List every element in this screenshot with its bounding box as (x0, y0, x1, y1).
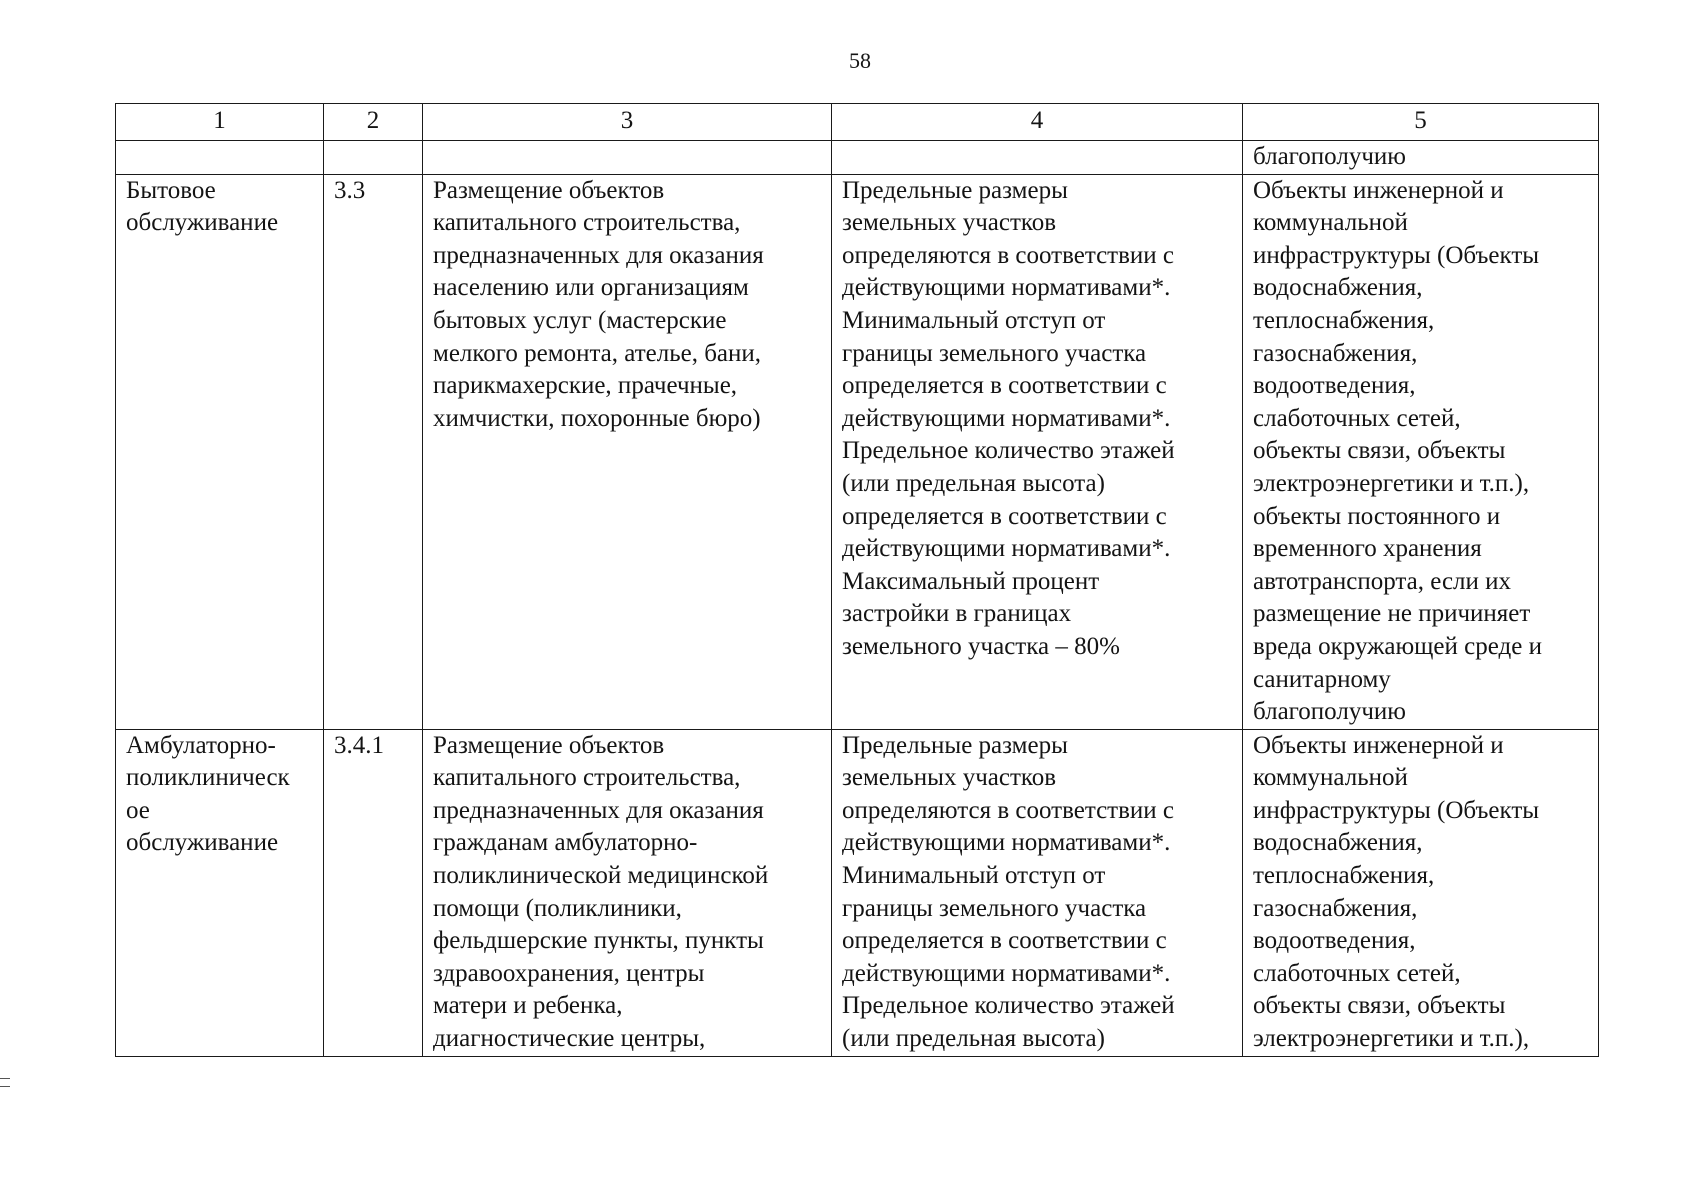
header-cell-1: 1 (116, 104, 324, 141)
cell-line: населению или организациям (433, 274, 749, 302)
cell-line: земельного участка – 80% (842, 632, 1120, 660)
cell-line: (или предельная высота) (842, 469, 1105, 497)
margin-mark (0, 1086, 10, 1087)
cell-line: ое (126, 796, 150, 824)
cell-line: земельных участков (842, 764, 1057, 792)
cell-line: границы земельного участка (842, 339, 1147, 367)
cell-line: Амбулаторно- (126, 731, 276, 759)
cell-line: определяются в соответствии с (842, 796, 1175, 824)
cell-line: санитарному (1253, 665, 1391, 693)
cell-line: Предельные размеры (842, 731, 1068, 759)
cell-line: Минимальный отступ от (842, 862, 1106, 890)
cell-line: коммунальной (1253, 764, 1408, 792)
cell-line: действующими нормативами*. (842, 274, 1171, 302)
cell-line: предназначенных для оказания (433, 796, 764, 824)
cell-line: благополучию (1253, 698, 1406, 726)
header-cell-4: 4 (832, 104, 1243, 141)
cell-line: определяется в соответствии с (842, 372, 1167, 400)
cell-line: определяются в соответствии с (842, 241, 1175, 269)
cell-line: химчистки, похоронные бюро) (433, 404, 761, 432)
cell-line: обслуживание (126, 209, 279, 237)
cell-auxiliary-uses (1243, 174, 1599, 729)
header-cell-3: 3 (423, 104, 832, 141)
cell-line: границы земельного участка (842, 894, 1147, 922)
cell-line: вреда окружающей среде и (1253, 632, 1542, 660)
cell-line: Размещение объектов (433, 176, 665, 204)
cell-land-use-name (116, 729, 324, 1056)
cell-line: объекты связи, объекты (1253, 437, 1506, 465)
cell-auxiliary-uses (1243, 729, 1599, 1056)
cell-line: 3.4.1 (334, 731, 384, 759)
cell-line: 3.3 (334, 176, 366, 204)
cell-line: Размещение объектов (433, 731, 665, 759)
continuation-cell-2 (324, 141, 423, 175)
margin-mark (0, 1078, 10, 1079)
cell-line: Предельные размеры (842, 176, 1068, 204)
cell-line: инфраструктуры (Объекты (1253, 796, 1540, 824)
cell-line: слаботочных сетей, (1253, 404, 1461, 432)
cell-line: (или предельная высота) (842, 1025, 1105, 1053)
cell-line: Предельное количество этажей (842, 437, 1175, 465)
cell-parameters (832, 729, 1243, 1056)
cell-land-use-description (423, 174, 832, 729)
cell-parameters (832, 174, 1243, 729)
cell-line: Объекты инженерной и (1253, 731, 1504, 759)
table-row-ambulatorno (116, 729, 1599, 1056)
cell-line: действующими нормативами*. (842, 535, 1171, 563)
cell-line: действующими нормативами*. (842, 959, 1171, 987)
continuation-row (116, 141, 1599, 175)
cell-line: электроэнергетики и т.п.), (1253, 469, 1530, 497)
cell-line: мелкого ремонта, ателье, бани, (433, 339, 762, 367)
continuation-cell-1 (116, 141, 324, 175)
cell-land-use-code (324, 174, 423, 729)
cell-line: электроэнергетики и т.п.), (1253, 1025, 1530, 1053)
cell-line: Объекты инженерной и (1253, 176, 1504, 204)
cell-line: определяется в соответствии с (842, 502, 1167, 530)
page-number: 58 (849, 48, 871, 73)
cell-line: бытовых услуг (мастерские (433, 306, 727, 334)
cell-land-use-description (423, 729, 832, 1056)
cell-line: объекты постоянного и (1253, 502, 1501, 530)
cell-line: поликлинической медицинской (433, 862, 769, 890)
cell-line: действующими нормативами*. (842, 404, 1171, 432)
cell-line: коммунальной (1253, 209, 1408, 237)
header-row (116, 104, 1599, 141)
cell-line: застройки в границах (842, 600, 1072, 628)
cell-line: гражданам амбулаторно- (433, 829, 698, 857)
continuation-cell-3 (423, 141, 832, 175)
cell-line: Бытовое (126, 176, 216, 204)
cell-line: поликлиническ (126, 764, 290, 792)
cell-line: водоотведения, (1253, 372, 1416, 400)
cell-line: теплоснабжения, (1253, 306, 1435, 334)
cell-land-use-name (116, 174, 324, 729)
header-cell-2: 2 (324, 104, 423, 141)
cell-line: инфраструктуры (Объекты (1253, 241, 1540, 269)
cell-line: газоснабжения, (1253, 894, 1418, 922)
continuation-cell-5: благополучию (1243, 141, 1599, 175)
header-cell-5: 5 (1243, 104, 1599, 141)
cell-line: матери и ребенка, (433, 992, 623, 1020)
cell-line: Минимальный отступ от (842, 306, 1106, 334)
cell-line: теплоснабжения, (1253, 862, 1435, 890)
cell-line: водоснабжения, (1253, 829, 1423, 857)
cell-line: капитального строительства, (433, 764, 741, 792)
cell-line: парикмахерские, прачечные, (433, 372, 738, 400)
cell-line: обслуживание (126, 829, 279, 857)
cell-line: помощи (поликлиники, (433, 894, 682, 922)
cell-line: земельных участков (842, 209, 1057, 237)
cell-line: временного хранения (1253, 535, 1482, 563)
zoning-table (115, 103, 1599, 1057)
cell-line: объекты связи, объекты (1253, 992, 1506, 1020)
cell-line: водоотведения, (1253, 927, 1416, 955)
cell-line: диагностические центры, (433, 1025, 706, 1053)
cell-line: фельдшерские пункты, пункты (433, 927, 764, 955)
continuation-cell-4 (832, 141, 1243, 175)
table-row-bytovoe (116, 174, 1599, 729)
cell-line: предназначенных для оказания (433, 241, 764, 269)
cell-line: капитального строительства, (433, 209, 741, 237)
cell-line: здравоохранения, центры (433, 959, 705, 987)
cell-line: слаботочных сетей, (1253, 959, 1461, 987)
cell-line: автотранспорта, если их (1253, 567, 1512, 595)
cell-line: определяется в соответствии с (842, 927, 1167, 955)
cell-line: Предельное количество этажей (842, 992, 1175, 1020)
cell-line: водоснабжения, (1253, 274, 1423, 302)
cell-line: действующими нормативами*. (842, 829, 1171, 857)
cell-line: Максимальный процент (842, 567, 1100, 595)
cell-land-use-code (324, 729, 423, 1056)
cell-line: газоснабжения, (1253, 339, 1418, 367)
cell-line: размещение не причиняет (1253, 600, 1531, 628)
